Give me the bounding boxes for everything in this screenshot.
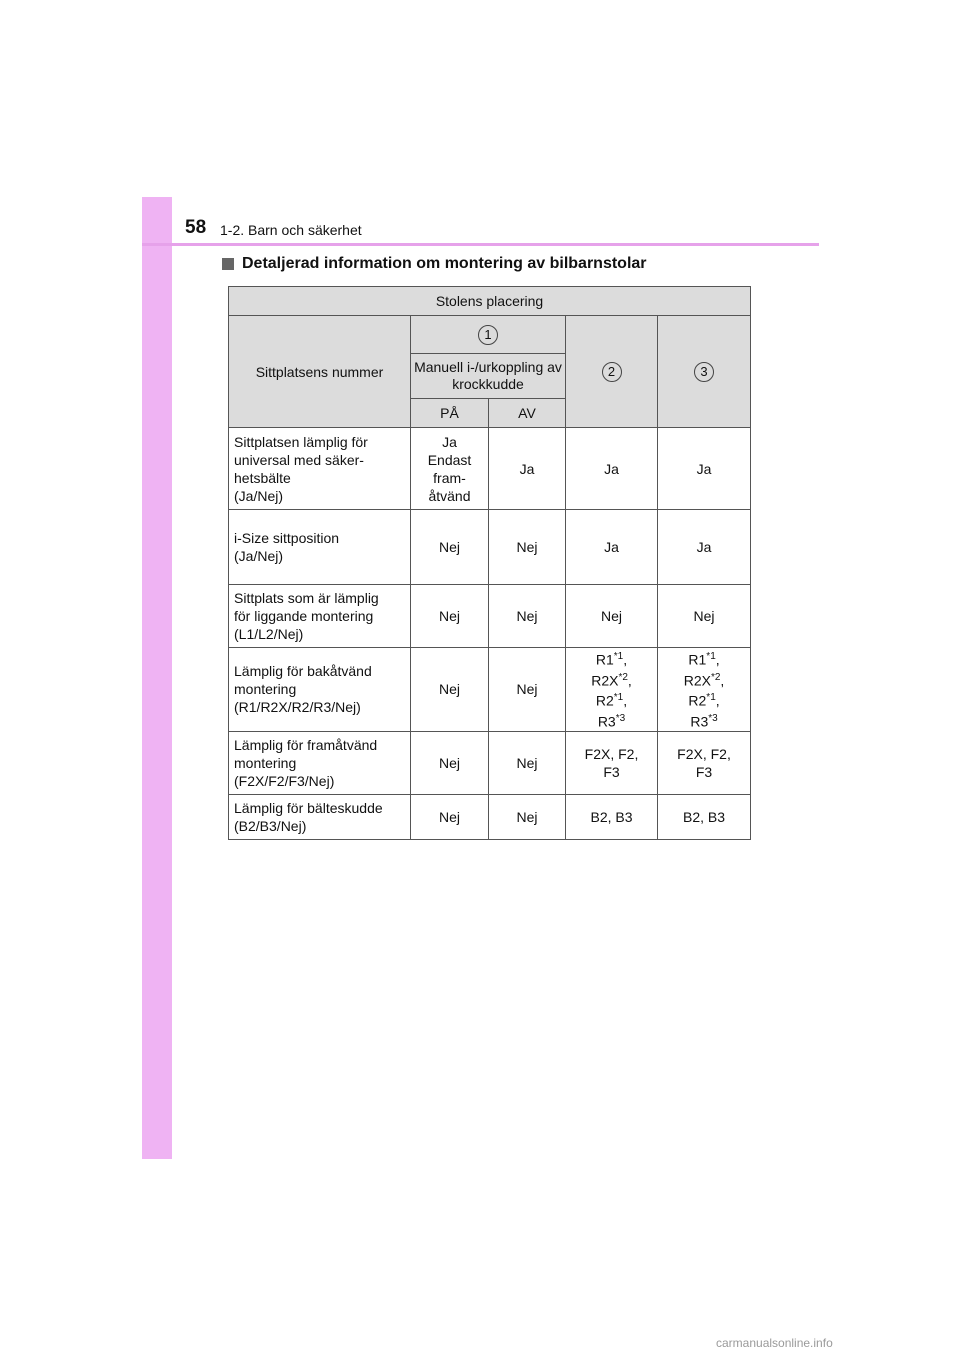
position-2-header bbox=[566, 316, 658, 428]
row-label: Lämplig för bakåtvänd montering (R1/R2X/R2/R3/Nej) bbox=[229, 648, 411, 732]
cell-off: Nej bbox=[489, 794, 566, 839]
seat-number-label: Sittplatsens nummer bbox=[229, 316, 411, 428]
section-heading bbox=[222, 255, 647, 273]
cell-on: Nej bbox=[411, 794, 489, 839]
cell-pos3: Nej bbox=[658, 585, 751, 648]
cell-on: Nej bbox=[411, 585, 489, 648]
switch-on-label: PÅ bbox=[411, 399, 489, 428]
cell-off: Nej bbox=[489, 585, 566, 648]
cell-pos2: Ja bbox=[566, 428, 658, 510]
row-label: i-Size sittposition (Ja/Nej) bbox=[229, 510, 411, 585]
cell-pos3: F2X, F2, F3 bbox=[658, 731, 751, 794]
row-label: Lämplig för framåtvänd montering (F2X/F2/F3/Nej) bbox=[229, 731, 411, 794]
row-label: Sittplatsen lämplig för universal med säker- hetsbälte (Ja/Nej) bbox=[229, 428, 411, 510]
position-3-header bbox=[658, 316, 751, 428]
cell-on: Nej bbox=[411, 731, 489, 794]
cell-pos3: Ja bbox=[658, 428, 751, 510]
watermark-footer: carmanualsonline.info bbox=[716, 1336, 833, 1350]
row-label: Lämplig för bälteskudde (B2/B3/Nej) bbox=[229, 794, 411, 839]
cell-pos2: Nej bbox=[566, 585, 658, 648]
cell-pos2: R1$^{*1}$, $R2X^{*2}$, R2$^{*1}$, R3$^{*3}$ bbox=[566, 648, 658, 732]
square-bullet-icon bbox=[222, 258, 234, 270]
header-divider bbox=[142, 243, 819, 246]
table-row bbox=[229, 428, 751, 510]
cell-pos3: R1$^{*1}$, $R2X^{*2}$, R2$^{*1}$, R3$^{*3}$ bbox=[658, 648, 751, 732]
table-row bbox=[229, 648, 751, 732]
switch-off-label: AV bbox=[489, 399, 566, 428]
cell-pos2: F2X, F2, F3 bbox=[566, 731, 658, 794]
table-row bbox=[229, 731, 751, 794]
table-row bbox=[229, 510, 751, 585]
seat-placement-header: Stolens placering bbox=[229, 287, 751, 316]
table-row bbox=[229, 794, 751, 839]
position-1-circle: 1 bbox=[478, 325, 498, 345]
table-row bbox=[229, 585, 751, 648]
cell-on: Nej bbox=[411, 510, 489, 585]
heading-text: Detaljerad information om montering av bilbarnstolar bbox=[242, 255, 647, 272]
page-number: 58 bbox=[185, 217, 207, 238]
child-seat-table bbox=[228, 286, 751, 840]
section-title: 1-2. Barn och säkerhet bbox=[220, 222, 362, 238]
cell-off: Nej bbox=[489, 731, 566, 794]
cell-pos3: Ja bbox=[658, 510, 751, 585]
cell-on: Nej bbox=[411, 648, 489, 732]
position-2-circle: 2 bbox=[602, 362, 622, 382]
side-color-band bbox=[142, 197, 172, 1159]
cell-pos2: B2, B3 bbox=[566, 794, 658, 839]
cell-off: Nej bbox=[489, 510, 566, 585]
cell-on: Ja Endast fram- åtvänd bbox=[411, 428, 489, 510]
cell-off: Ja bbox=[489, 428, 566, 510]
cell-pos2: Ja bbox=[566, 510, 658, 585]
row-label: Sittplats som är lämplig för liggande montering (L1/L2/Nej) bbox=[229, 585, 411, 648]
cell-pos3: B2, B3 bbox=[658, 794, 751, 839]
position-1-header bbox=[411, 316, 566, 354]
cell-off: Nej bbox=[489, 648, 566, 732]
manual-switch-label: Manuell i-/urkoppling av krockkudde bbox=[411, 354, 566, 399]
position-3-circle: 3 bbox=[694, 362, 714, 382]
